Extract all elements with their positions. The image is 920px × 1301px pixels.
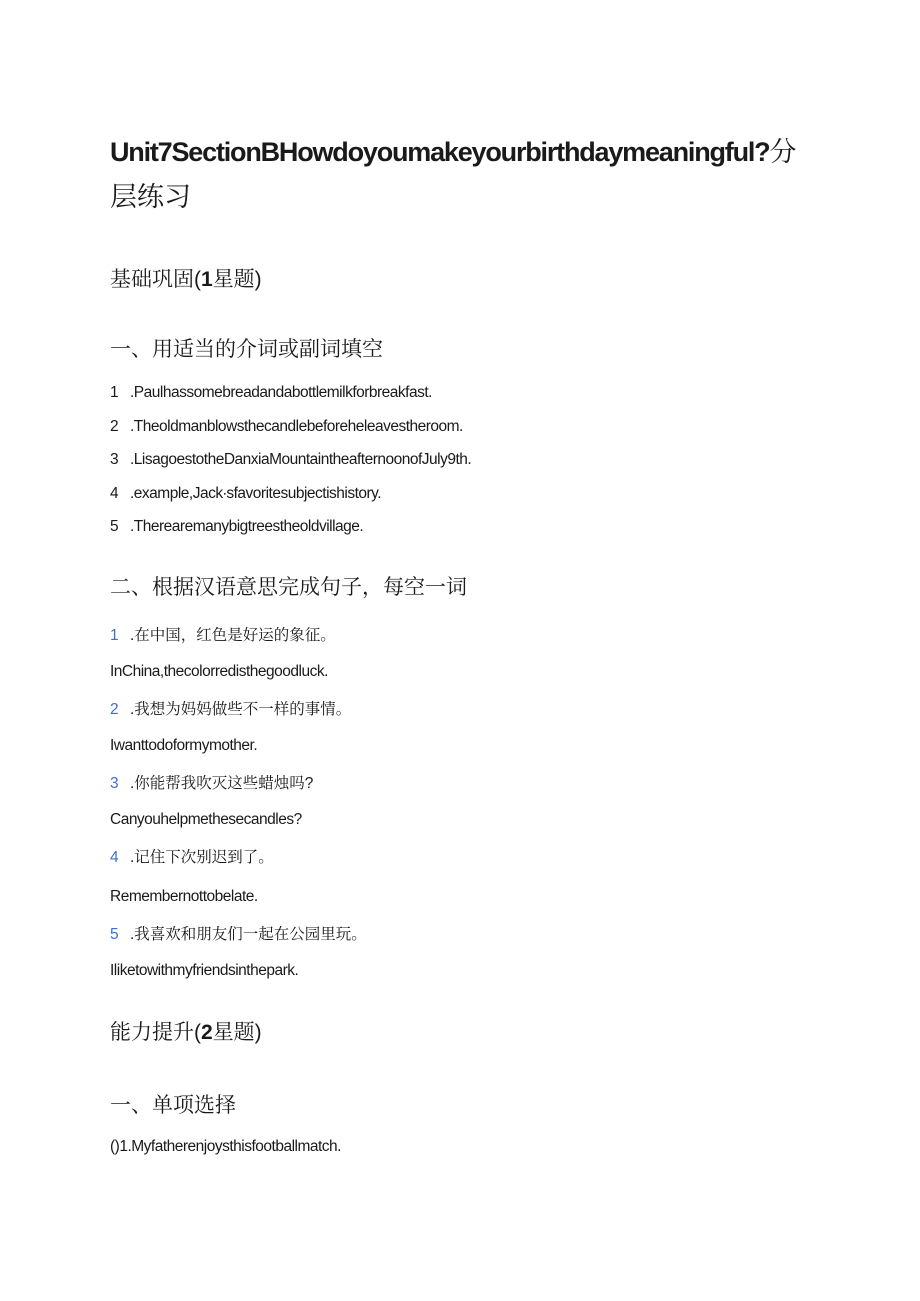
title-chinese: 分层练习 xyxy=(110,137,797,212)
translation-prompt: 3 .你能帮我吹灭这些蜡烛吗? xyxy=(110,775,314,792)
exercise-item: 2 .Theoldmanblowsthecandlebeforeheleavestheroom. xyxy=(110,418,463,435)
level-1-heading: 基础巩固(1星题) xyxy=(110,268,262,291)
exercise-item: 4 .example,Jack∙sfavoritesubjectishistory. xyxy=(110,485,382,502)
section-heading-translation: 二、根据汉语意思完成句子，每空一词 xyxy=(110,576,467,599)
multiple-choice-item: ()1.Myfatherenjoysthisfootballmatch. xyxy=(110,1138,341,1155)
level-2-heading: 能力提升(2星题) xyxy=(110,1021,262,1044)
translation-prompt: 1 .在中国，红色是好运的象征。 xyxy=(110,627,336,644)
translation-answer: Iwanttodoformymother. xyxy=(110,737,258,754)
translation-answer: InChina,thecolorredisthegoodluck. xyxy=(110,663,328,680)
translation-answer: Iliketowithmyfriendsinthepark. xyxy=(110,962,299,979)
page-title xyxy=(110,130,810,220)
translation-answer: Remembernottobelate. xyxy=(110,888,258,905)
translation-prompt: 4 .记住下次别迟到了。 xyxy=(110,849,274,866)
translation-prompt: 2 .我想为妈妈做些不一样的事情。 xyxy=(110,701,352,718)
exercise-item: 1 .Paulhassomebreadandabottlemilkforbreakfast. xyxy=(110,384,432,401)
translation-prompt: 5 .我喜欢和朋友们一起在公园里玩。 xyxy=(110,926,367,943)
translation-answer: Canyouhelpmethesecandles? xyxy=(110,811,302,828)
title-english: Unit7SectionBHowdoyoumakeyourbirthdaymeaningful? xyxy=(110,137,770,167)
exercise-item: 5 .Therearemanybigtreestheoldvillage. xyxy=(110,518,364,535)
exercise-item: 3 .LisagoestotheDanxiaMountaintheafternoonofJuly9th. xyxy=(110,451,472,468)
section-heading-prepositions: 一、用适当的介词或副词填空 xyxy=(110,338,383,361)
section-heading-multiple-choice: 一、单项选择 xyxy=(110,1094,236,1117)
